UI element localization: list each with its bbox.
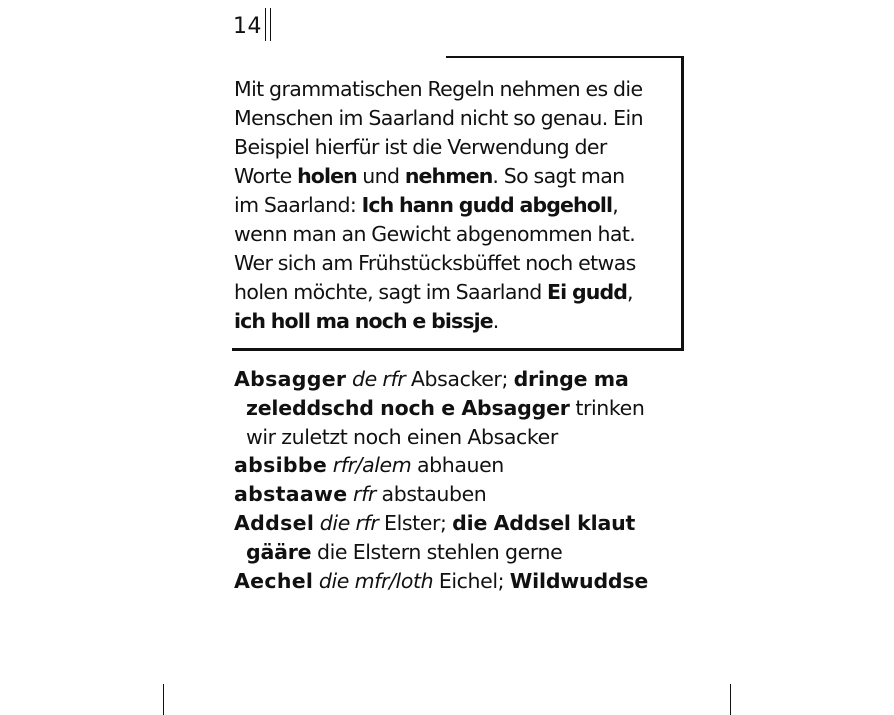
entry-line <box>234 480 674 509</box>
info-emphasis: ich holl ma noch e bissje <box>234 309 493 333</box>
dictionary-entry <box>234 365 674 451</box>
info-line <box>234 75 670 104</box>
info-line <box>234 220 670 249</box>
entry-line <box>234 567 674 596</box>
entry-text: abstauben <box>375 482 487 507</box>
info-text-segment: im Saarland: <box>234 193 362 217</box>
entry-text: die Elstern stehlen gerne <box>311 539 563 564</box>
info-line <box>234 104 670 133</box>
header-rule <box>265 8 266 41</box>
info-text-segment: Worte <box>234 164 298 188</box>
dictionary-entries <box>234 365 674 595</box>
entry-text: Eichel; <box>433 568 510 593</box>
info-emphasis: nehmen <box>404 164 493 188</box>
info-emphasis: Ich hann gudd abgeholl <box>361 193 613 217</box>
info-line <box>234 278 670 307</box>
entry-text: Absacker; <box>405 367 514 391</box>
info-text-segment: , <box>612 193 619 217</box>
info-text-segment: und <box>356 164 405 188</box>
info-text <box>234 75 670 336</box>
entry-line <box>234 365 674 394</box>
entry-grammar: de rfr <box>351 367 406 391</box>
info-box <box>232 56 684 351</box>
header-rule <box>270 8 271 41</box>
crop-mark-left <box>163 684 164 715</box>
entry-example: Wildwuddse <box>509 568 649 593</box>
dictionary-entry <box>234 451 674 480</box>
info-text-segment: , <box>627 280 633 304</box>
entry-line <box>234 538 674 567</box>
entry-example: dringe ma <box>513 367 629 391</box>
entry-text: wir zuletzt noch einen Absacker <box>246 424 558 449</box>
entry-headword: abstaawe <box>234 482 348 507</box>
entry-headword: Aechel <box>234 568 314 593</box>
entry-line <box>234 509 674 538</box>
info-emphasis: Ei gudd <box>547 280 628 304</box>
info-box-top-border <box>446 56 684 58</box>
entry-headword: Addsel <box>234 510 315 535</box>
entry-text: trinken <box>569 395 645 420</box>
entry-grammar: rfr <box>353 482 376 507</box>
info-line <box>234 191 670 220</box>
crop-mark-right <box>730 684 731 715</box>
page-number: 14 <box>233 14 262 39</box>
info-text-segment: Wer sich am Frühstücksbüffet noch etwas <box>234 251 636 275</box>
dictionary-entry <box>234 567 674 596</box>
info-text-segment: Mit grammatischen Regeln nehmen es die <box>234 77 643 101</box>
info-box-right-border <box>681 56 684 351</box>
entry-text: abhauen <box>411 453 504 478</box>
info-line <box>234 133 670 162</box>
info-text-segment: . <box>492 309 499 333</box>
info-box-bottom-border <box>232 348 684 351</box>
info-text-segment: holen möchte, sagt im Saarland <box>234 280 548 304</box>
info-emphasis: holen <box>297 164 357 188</box>
info-text-segment: wenn man an Gewicht abgenommen hat. <box>234 222 636 246</box>
entry-headword: absibbe <box>234 453 328 478</box>
entry-example: die Addsel klaut <box>452 510 636 535</box>
info-line <box>234 307 670 336</box>
info-text-segment: Menschen im Saarland nicht so genau. Ein <box>234 106 643 130</box>
entry-text: Elster; <box>378 510 453 535</box>
info-line <box>234 162 670 191</box>
info-text-segment: . So sagt man <box>492 164 625 188</box>
entry-grammar: die mfr/loth <box>318 568 434 593</box>
dictionary-entry <box>234 480 674 509</box>
info-line <box>234 249 670 278</box>
entry-grammar: rfr/alem <box>332 453 412 478</box>
entry-example: gääre <box>246 539 312 564</box>
entry-headword: Absagger <box>234 367 347 391</box>
entry-line <box>234 423 674 452</box>
entry-grammar: die rfr <box>319 510 379 535</box>
entry-example: zeleddschd noch e Absagger <box>246 395 570 420</box>
dictionary-entry <box>234 509 674 567</box>
entry-line <box>234 394 674 423</box>
info-text-segment: Beispiel hierfür ist die Verwendung der <box>234 135 607 159</box>
entry-line <box>234 451 674 480</box>
